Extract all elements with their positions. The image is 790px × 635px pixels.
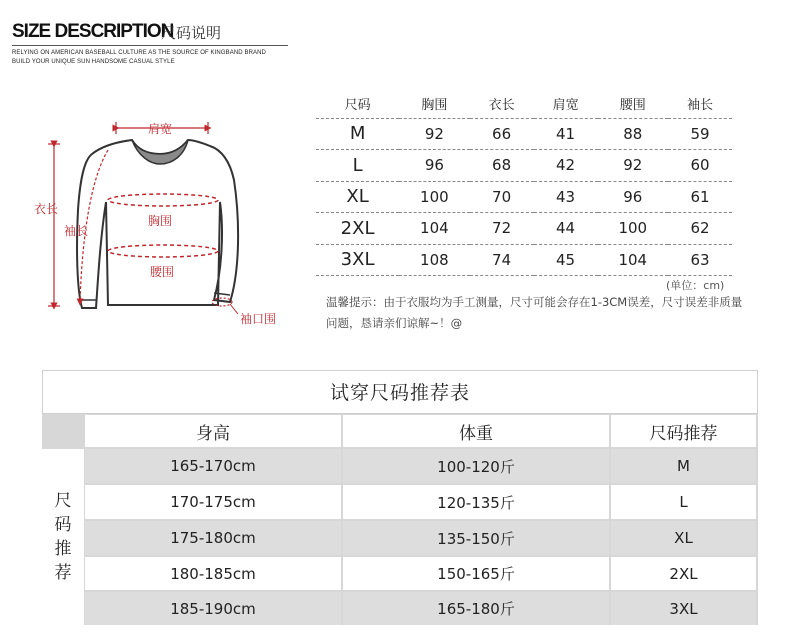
size-table-header — [316, 90, 732, 118]
table-row — [316, 181, 732, 213]
cell-sleeve: 60 — [668, 150, 732, 182]
cell-size: M — [611, 449, 756, 483]
page-title: SIZE DESCRIPTION — [12, 21, 174, 42]
label-cuff: 袖口围 — [240, 312, 277, 326]
col-sleeve: 袖长 — [668, 90, 732, 118]
cell-weight: 100-120斤 — [343, 449, 609, 483]
cell-waist: 96 — [598, 181, 668, 213]
cell-size: L — [611, 485, 756, 519]
measurement-note: 温馨提示：由于衣服均为手工测量，尺寸可能会存在1-3CM误差，尺寸误差非质量问题，恳请亲们谅解~！@ — [326, 295, 743, 330]
cell-height: 185-190cm — [85, 592, 341, 625]
table-row — [316, 150, 732, 182]
cell-shoulder: 44 — [534, 213, 598, 245]
cell-height: 175-180cm — [85, 521, 341, 555]
cell-length: 74 — [470, 244, 534, 276]
table-row — [316, 244, 732, 276]
side-char: 尺 — [54, 491, 72, 511]
header-size: 尺码推荐 — [611, 415, 756, 447]
cell-waist: 104 — [598, 244, 668, 276]
col-size: 尺码 — [316, 90, 399, 118]
cell-height: 170-175cm — [85, 485, 341, 519]
header-weight: 体重 — [343, 415, 609, 447]
cell-waist: 100 — [598, 213, 668, 245]
page-title-cn: 尺码说明 — [161, 24, 222, 42]
cell-sleeve: 62 — [668, 213, 732, 245]
cell-length: 72 — [470, 213, 534, 245]
header-height: 身高 — [85, 415, 341, 447]
cell-weight: 165-180斤 — [343, 592, 609, 625]
cell-shoulder: 45 — [534, 244, 598, 276]
cell-length: 68 — [470, 150, 534, 182]
corner-cell — [42, 414, 84, 448]
side-char: 荐 — [54, 563, 72, 583]
cell-sleeve: 63 — [668, 244, 732, 276]
recommend-table — [42, 370, 758, 625]
cell-chest: 100 — [399, 181, 469, 213]
cell-chest: 92 — [399, 118, 469, 150]
size-table — [316, 90, 732, 276]
cell-length: 70 — [470, 181, 534, 213]
cell-shoulder: 42 — [534, 150, 598, 182]
cell-size: M — [316, 118, 399, 150]
cell-weight: 135-150斤 — [343, 521, 609, 555]
cell-chest: 108 — [399, 244, 469, 276]
label-shoulder: 肩宽 — [148, 122, 173, 136]
header-divider — [12, 45, 288, 46]
col-waist: 腰围 — [598, 90, 668, 118]
side-char: 推 — [54, 539, 72, 559]
cell-chest: 104 — [399, 213, 469, 245]
brand-tagline-1: RELYING ON AMERICAN BASEBALL CULTURE AS THE SOURCE OF KINGBAND BRAND — [12, 50, 266, 56]
cell-waist: 92 — [598, 150, 668, 182]
cell-sleeve: 59 — [668, 118, 732, 150]
col-shoulder: 肩宽 — [534, 90, 598, 118]
label-chest: 胸围 — [148, 214, 173, 228]
label-waist: 腰围 — [150, 265, 175, 279]
cell-weight: 120-135斤 — [343, 485, 609, 519]
cell-sleeve: 61 — [668, 181, 732, 213]
table-row — [316, 213, 732, 245]
cell-chest: 96 — [399, 150, 469, 182]
col-length: 衣长 — [470, 90, 534, 118]
cell-weight: 150-165斤 — [343, 557, 609, 590]
cell-shoulder: 41 — [534, 118, 598, 150]
side-char: 码 — [54, 515, 72, 535]
cell-size: 3XL — [316, 244, 399, 276]
cell-waist: 88 — [598, 118, 668, 150]
cell-size: L — [316, 150, 399, 182]
col-chest: 胸围 — [399, 90, 469, 118]
table-row — [316, 118, 732, 150]
cell-height: 180-185cm — [85, 557, 341, 590]
cell-shoulder: 43 — [534, 181, 598, 213]
cell-height: 165-170cm — [85, 449, 341, 483]
cell-size: 2XL — [316, 213, 399, 245]
cell-size: XL — [316, 181, 399, 213]
recommend-title: 试穿尺码推荐表 — [42, 370, 758, 414]
brand-tagline-2: BUILD YOUR UNIQUE SUN HANDSOME CASUAL STYLE — [12, 59, 175, 65]
label-sleeve: 袖长 — [64, 224, 89, 238]
unit-label: (单位：cm) — [666, 279, 725, 292]
label-length: 衣长 — [34, 202, 59, 216]
cell-length: 66 — [470, 118, 534, 150]
cell-size: XL — [611, 521, 756, 555]
cell-size: 2XL — [611, 557, 756, 590]
cell-size: 3XL — [611, 592, 756, 625]
side-label — [42, 449, 84, 625]
